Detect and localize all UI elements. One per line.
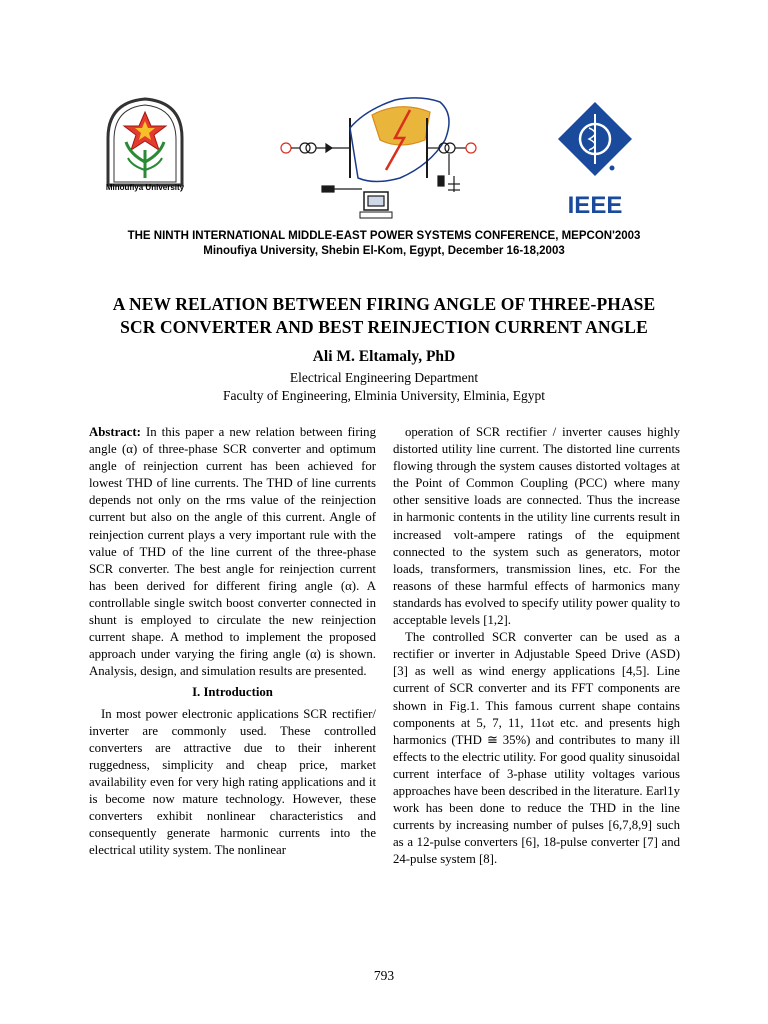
section-heading-introduction: I. Introduction xyxy=(192,685,273,700)
paper-title-line-2: SCR CONVERTER AND BEST REINJECTION CURRENT ANGLE xyxy=(120,317,648,337)
conference-title: THE NINTH INTERNATIONAL MIDDLE-EAST POWER SYSTEMS CONFERENCE, MEPCON'2003 xyxy=(127,230,641,242)
abstract-paragraph xyxy=(89,424,376,680)
author-affiliation: Faculty of Engineering, Elminia University, Elminia, Egypt xyxy=(223,388,545,403)
mepcon-power-system-logo xyxy=(281,98,476,218)
conference-venue: Minoufiya University, Shebin El-Kom, Egypt, December 16-18,2003 xyxy=(203,245,565,257)
right-column xyxy=(393,424,680,868)
minoufiya-university-logo xyxy=(106,99,185,192)
intro-paragraph-1-continued: operation of SCR rectifier / inverter causes highly distorted utility line current. The distorted line currents flowing through the system causes distorted voltages at the Point of Common Coupling (PCC) where many other sensitive loads are connected. Thus the increase in harmonic contents in the utility line currents result in increased volt-ampere ratings of the equipment connected to the system such as generators, motor loads, transformers, transmission lines, etc. For the reasons of these harmful effects of harmonics many standards has evolved to specify utility power quality to acceptable levels [1,2]. xyxy=(393,425,680,628)
abstract-label: Abstract: xyxy=(89,425,141,439)
ieee-logo-text: IEEE xyxy=(567,192,623,219)
author-department: Electrical Engineering Department xyxy=(289,370,479,385)
conference-header-logos xyxy=(0,0,768,230)
left-column xyxy=(89,424,376,859)
page-number: 793 xyxy=(373,968,395,983)
ieee-logo xyxy=(558,102,632,219)
abstract-text: In this paper a new relation between firing angle (α) of three-phase SCR converter and optimum angle of reinjection current has been achieved for lowest THD of line currents. The THD of line currents depends not only on the rms value of the reinjection current but also on the angle of this current. Angle of reinjection current plays a very important rule with the value of THD of the line current of the three-phase SCR converter. The best angle for reinjection current has been derived for different firing angle (α). A controllable single switch boost converter connected in shunt is employed to circulate the new reinjection current shape. A method to implement the proposed approach under varying the firing angle (α) is shown. Analysis, design, and simulation results are presented. xyxy=(89,425,376,679)
intro-paragraph-2: The controlled SCR converter can be used as a rectifier or inverter in Adjustable Speed Drive (ASD) [3] as well as wind energy applications [4,5]. Line current of SCR converter and its FFT components are shown in Fig.1. This famous current shape contains components at 5, 7, 11, 11ωt etc. and presents high harmonics (THD ≅ 35%) and contributes to many ill effects to the electric utility. For good quality sinusoidal current interface of 3-phase utility voltages various approaches have been described in the literature. Earl1y work has been done to reduce the THD in the line currents by increasing number of pulses [6,7,8,9] such as a 12-pulse converters [6], 18-pulse converter [7] and 24-pulse system [8]. xyxy=(393,630,680,867)
author-name: Ali M. Eltamaly, PhD xyxy=(312,348,456,365)
minoufiya-logo-text: Minoufiya University xyxy=(105,183,185,192)
paper-title-line-1: A NEW RELATION BETWEEN FIRING ANGLE OF THREE-PHASE xyxy=(112,294,656,314)
intro-paragraph-1: In most power electronic applications SCR rectifier/ inverter are commonly used. These controlled converters are attractive due to their inherent ruggedness, simplicity and cheap price, market availability even for very high rating applications and it is become now mature technology. However, these converters exhibit nonlinear characteristics and consequently generate harmonic currents into the electrical utility system. The nonlinear xyxy=(89,706,376,858)
